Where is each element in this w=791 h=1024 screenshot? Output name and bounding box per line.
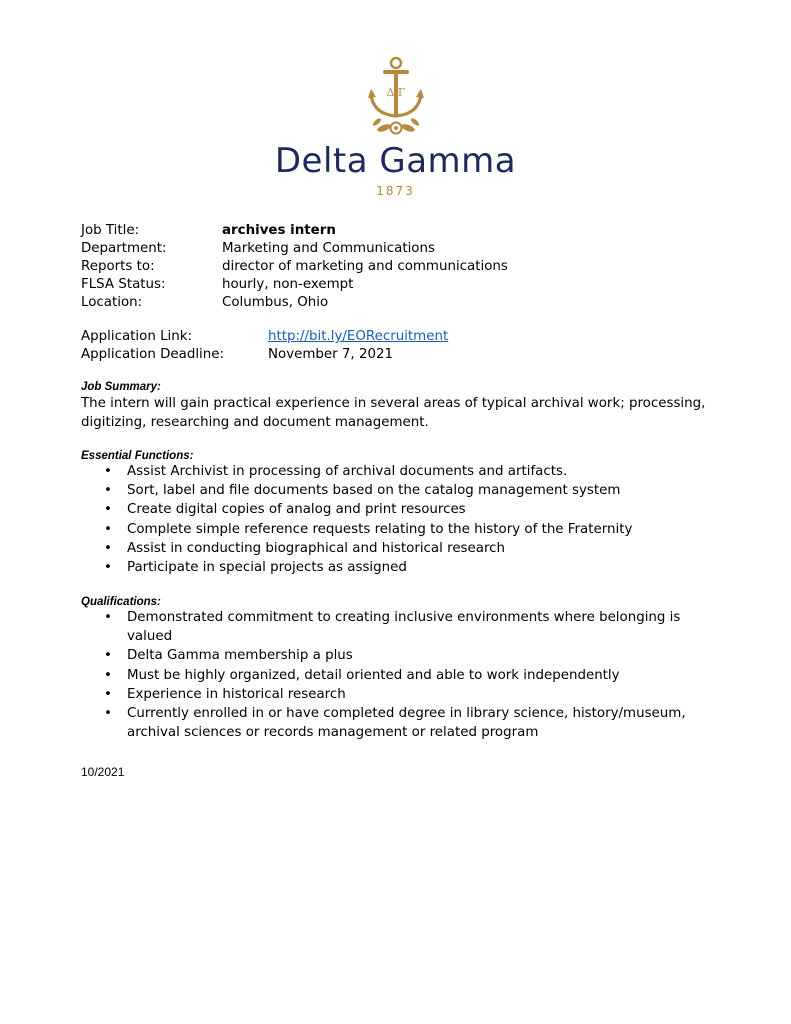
list-item: [100, 520, 740, 539]
list-item: [100, 500, 740, 519]
bullet-icon: •: [104, 667, 112, 683]
application-link[interactable]: http://bit.ly/EORecruitment: [268, 329, 449, 344]
bullet-icon: •: [104, 483, 112, 499]
brand-year: 1873: [376, 184, 415, 198]
department-value: Marketing and Communications: [222, 241, 435, 256]
qualifications-list: [100, 608, 720, 742]
list-item: [100, 646, 720, 665]
department-label: Department:: [81, 241, 167, 256]
flsa-status-label: FLSA Status:: [81, 277, 166, 292]
list-item-text: Assist in conducting biographical and historical research: [127, 540, 506, 556]
list-item-text: Participate in special projects as assigned: [127, 560, 407, 576]
list-item: [100, 558, 740, 577]
list-item: [100, 539, 740, 558]
application-link-row: [81, 328, 448, 346]
job-info-row-department: [81, 240, 508, 258]
list-item-text: Demonstrated commitment to creating inclusive environments where belonging is valued: [127, 610, 681, 645]
list-item-text: Delta Gamma membership a plus: [127, 648, 353, 664]
list-item: [100, 666, 720, 685]
list-item: [100, 481, 740, 500]
flsa-status-value: hourly, non-exempt: [222, 277, 354, 292]
brand-name: Delta Gamma: [274, 141, 517, 181]
list-item-text: Experience in historical research: [127, 686, 346, 702]
reports-to-label: Reports to:: [81, 259, 155, 274]
job-title-label: Job Title:: [81, 223, 140, 238]
job-summary-heading: Job Summary:: [81, 381, 161, 393]
job-info-table: [81, 222, 508, 312]
reports-to-value: director of marketing and communications: [222, 259, 508, 274]
job-title-value: archives intern: [222, 223, 336, 238]
bullet-icon: •: [104, 686, 112, 702]
application-deadline-row: [81, 346, 448, 364]
list-item-text: Must be highly organized, detail oriented and able to work independently: [127, 667, 620, 683]
location-value: Columbus, Ohio: [222, 295, 329, 310]
list-item-text: Currently enrolled in or have completed degree in library science, history/museum, archival sciences or records management or related program: [127, 706, 686, 741]
list-item: [100, 462, 740, 481]
list-item-text: Sort, label and file documents based on the catalog management system: [127, 483, 621, 499]
essential-functions-list: [100, 462, 740, 577]
location-label: Location:: [81, 295, 143, 310]
bullet-icon: •: [104, 464, 112, 479]
anchor-crest-icon: [351, 56, 441, 140]
application-link-label: Application Link:: [81, 329, 193, 344]
list-item: [100, 608, 720, 646]
essential-functions-heading: Essential Functions:: [81, 450, 194, 462]
revision-date: 10/2021: [81, 765, 125, 779]
qualifications-heading: Qualifications:: [81, 596, 161, 608]
job-info-row-reports-to: [81, 258, 508, 276]
application-deadline-label: Application Deadline:: [81, 347, 225, 362]
list-item-text: Assist Archivist in processing of archival documents and artifacts.: [127, 464, 568, 479]
job-summary-text: The intern will gain practical experience in several areas of typical archival work; processing, digitizing, researching and document management.: [81, 396, 706, 430]
bullet-icon: •: [104, 502, 112, 518]
bullet-icon: •: [104, 648, 112, 664]
list-item: [100, 685, 720, 704]
list-item-text: Create digital copies of analog and print resources: [127, 502, 466, 518]
crest-letters: Δ Γ: [385, 86, 406, 99]
logo: [0, 56, 791, 199]
application-deadline-value: November 7, 2021: [268, 347, 394, 362]
list-item: [100, 704, 720, 742]
bullet-icon: •: [104, 521, 112, 537]
bullet-icon: •: [104, 706, 112, 722]
application-info: [81, 328, 448, 364]
list-item-text: Complete simple reference requests relating to the history of the Fraternity: [127, 521, 633, 537]
bullet-icon: •: [104, 560, 112, 576]
job-info-row-location: [81, 294, 508, 312]
bullet-icon: •: [104, 610, 112, 625]
job-info-row-title: [81, 222, 508, 240]
job-info-row-flsa: [81, 276, 508, 294]
bullet-icon: •: [104, 540, 112, 556]
